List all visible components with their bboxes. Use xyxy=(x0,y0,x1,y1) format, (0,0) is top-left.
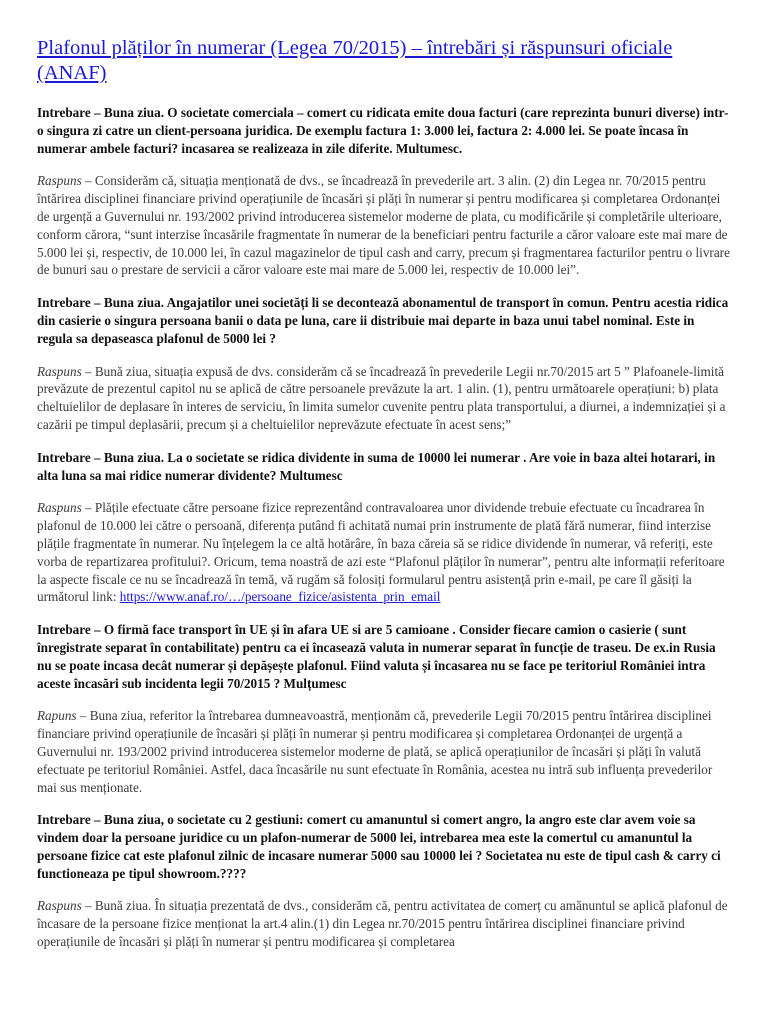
question-2: Intrebare – Buna ziua. Angajatilor unei societăți li se decontează abonamentul de transport în comun. Pentru acestia ridica din casierie o singura persoana banii o data pe luna, care ii distribuie mai departe in baza unui tabel nominal. Este in regula sa depaseasca plafonul de 5000 lei ? xyxy=(37,295,729,346)
answer-5 xyxy=(37,897,731,950)
answer-label: Raspuns xyxy=(37,363,82,379)
answer-text: – Bună ziua, situația expusă de dvs. considerăm că se încadrează în prevederile Legii nr.70/2015 art 5 ” Plafoanele-limită prevăzute de prezentul capitol nu se aplică de către persoanele prevăzute la art. 1 alin. (1), pentru următoarele operațiuni: b) plata cheltuielilor de deplasare în interes de serviciu, în limita sumelor cuvenite pentru plata transportului, a diurnei, a indemnizației și a cazării pe timpul deplasării, precum și a cheltuielilor neprevăzute efectuate în acest sens;” xyxy=(37,363,726,432)
answer-text: – Plățile efectuate către persoane fizice reprezentând contravaloarea unor dividende trebuie efectuate cu încadrarea în plafonul de 10.000 lei către o persoană, diferența putând fi achitată numai prin instrumente de plată fără numerar, fiind interzise plățile fragmentate în numerar. Nu înțelegem la ce altă hotărâre, în baza căreia să se ridice dividende în numerar, vă referiți, este vorba de repartizarea profitului?. Oricum, tema noastră de azi este “Plafonul plăților în numerar”, pentru alte informații referitoare la aspecte fiscale ce nu se încadrează în temă, vă rugăm să folosiți formularul pentru asistență prin e-mail, pe care îl găsiți la următorul link: xyxy=(37,500,725,605)
answer-text: – Considerăm că, situația menționată de dvs., se încadrează în prevederile art. 3 alin. (2) din Legea nr. 70/2015 pentru întărirea disciplinei financiare privind operațiunile de încasări și plăți în numerar și pentru modificarea și completarea Ordonanței de urgență a Guvernului nr. 193/2002 privind introducerea sistemelor moderne de plata, cu modificările și completările ulterioare, conform cărora, “sunt interzise încasările fragmentate în numerar de la beneficiari pentru facturile a căror valoare este mai mare de 5.000 lei și, respectiv, de 10.000 lei, în cazul magazinelor de tipul cash and carry, precum și fragmentarea facturilor pentru o livrare de bunuri sau o prestare de servicii a căror valoare este mai mare de 5.000 lei, respectiv de 10.000 lei”. xyxy=(37,173,730,278)
answer-text: – Bună ziua. În situația prezentată de dvs., considerăm că, pentru activitatea de comerț cu amănuntul se aplică plafonul de încasare de la persoane fizice menționat la art.4 alin.(1) din Legea nr.70/2015 pentru întărirea disciplinei financiare privind operațiunile de încasări și plăți în numerar și pentru modificarea și completarea xyxy=(37,898,728,950)
question-1: Intrebare – Buna ziua. O societate comerciala – comert cu ridicata emite doua facturi (care reprezinta bunuri diverse) intr-o singura zi catre un client-persoana juridica. De exemplu factura 1: 3.000 lei, factura 2: 4.000 lei. Se poate încasa în numerar ambele facturi? incasarea se realizeaza in zile diferite. Multumesc. xyxy=(37,105,729,156)
answer-label: Raspuns xyxy=(37,173,82,189)
answer-label: Rapuns xyxy=(37,708,77,724)
page-title[interactable]: Plafonul plăților în numerar (Legea 70/2015) – întrebări și răspunsuri oficiale (ANAF) xyxy=(37,37,673,84)
question-5: Intrebare – Buna ziua, o societate cu 2 gestiuni: comert cu amanuntul si comert angro, la angro este clar avem voie sa vindem doar la persoane juridice cu un plafon-numerar de 5000 lei, intrebarea mea este la comertul cu amanuntul la persoane fizice cat este plafonul zilnic de incasare numerar 5000 sau 10000 lei ? Societatea nu este de tipul cash & carry ci functioneaza pe tipul showroom.???? xyxy=(37,812,721,881)
answer-3 xyxy=(37,499,731,606)
answer-2 xyxy=(37,363,731,434)
answer-4 xyxy=(37,707,731,796)
answer-text: – Buna ziua, referitor la întrebarea dumneavoastră, menționăm că, prevederile Legii 70/2015 pentru întărirea disciplinei financiare privind operațiunile de încasări și plăți în numerar și pentru modificarea și completarea Ordonanței de urgență a Guvernului nr. 193/2002 privind introducerea sistemelor moderne de plată, se aplică operațiunilor de încasări și plăți în valută efectuate pe teritoriul României. Astfel, daca încasările nu sunt efectuate în România, acestea nu intră sub influența prevederilor mai sus menționate. xyxy=(37,708,713,795)
answer-1 xyxy=(37,172,731,279)
question-4: Intrebare – O firmă face transport în UE și în afara UE si are 5 camioane . Consider fiecare camion o casierie ( sunt înregistrate separat în contabilitate) pentru ca ei încasează valuta in numerar separat în funcție de traseu. De ex.in Rusia nu se poate incasa decât numerar și depășește plafonul. Fiind valuta și încasarea nu se face pe teritoriul României intra aceste încasări sub incidenta legii 70/2015 ? Mulțumesc xyxy=(37,622,716,691)
answer-label: Raspuns xyxy=(37,500,82,516)
answer-label: Raspuns xyxy=(37,898,82,914)
email-assistance-link[interactable]: https://www.anaf.ro/…/persoane_fizice/asistenta_prin_email xyxy=(119,589,441,605)
question-3: Intrebare – Buna ziua. La o societate se ridica dividente in suma de 10000 lei numerar . Are voie in baza altei hotarari, in alta luna sa mai ridice numerar dividente? Multumesc xyxy=(37,449,716,483)
